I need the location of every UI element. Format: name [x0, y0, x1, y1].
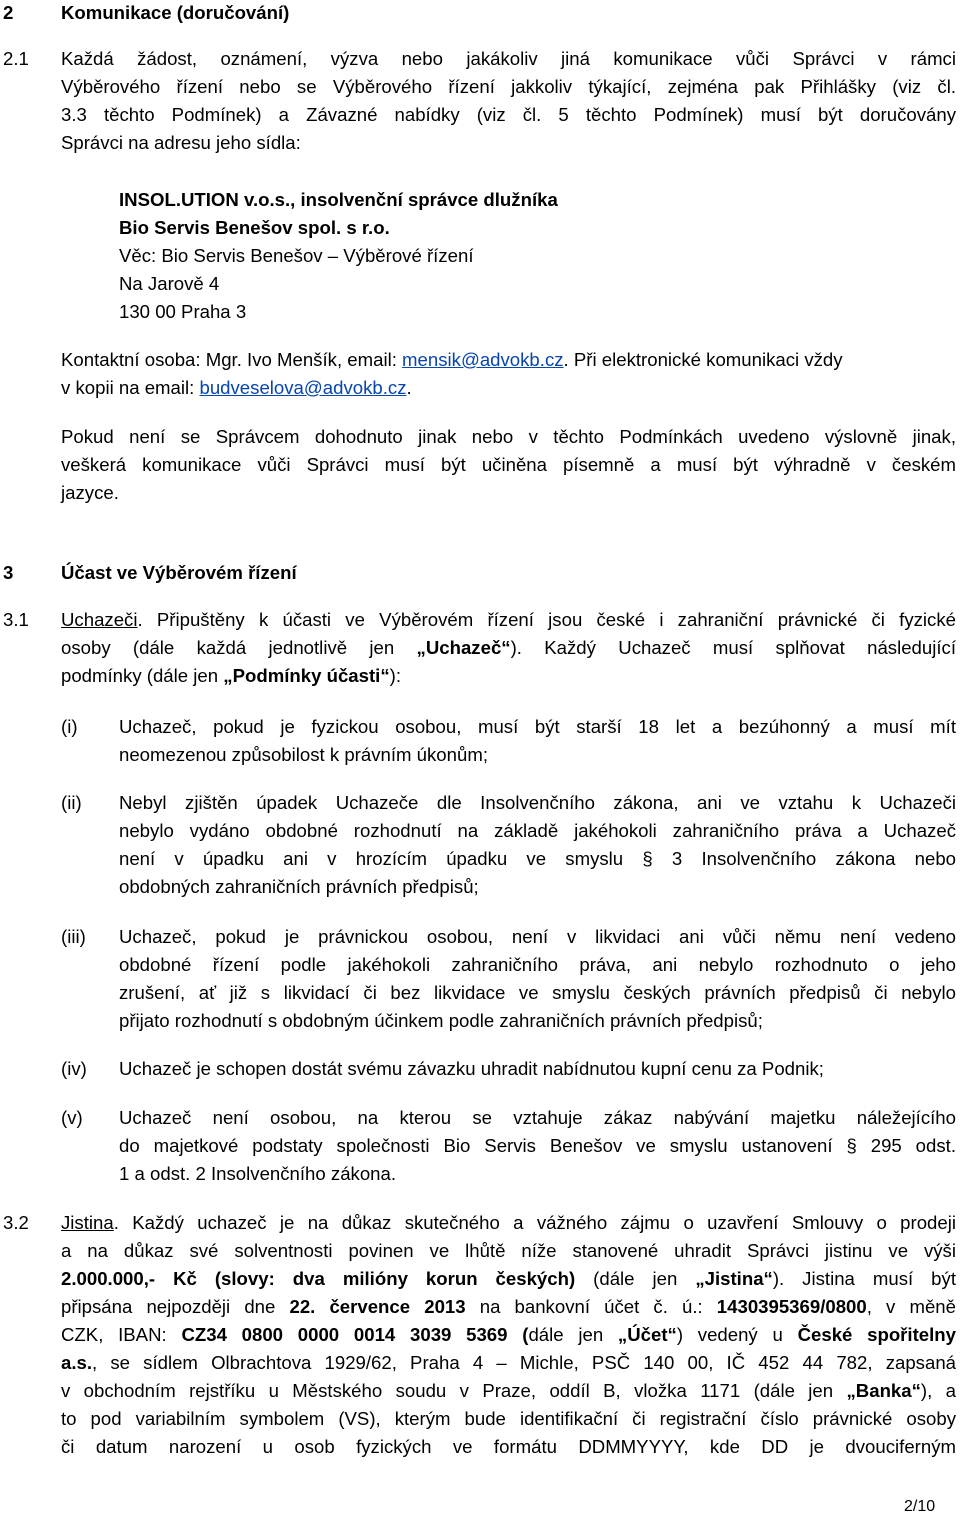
language-paragraph-line: Pokud není se Správcem dohodnuto jinak nebo v těchto Podmínkách uvedeno výslovně jinak, — [61, 426, 956, 447]
clause-3-2-line: 2.000.000,- Kč (slovy: dva milióny korun českých) (dále jen „Jistina“). Jistina musí být — [61, 1268, 956, 1289]
item-line: nebylo vydáno obdobné rozhodnutí na základě jakéhokoli zahraničního práva a Uchazeč — [119, 820, 956, 841]
page-number: 2/10 — [904, 1498, 936, 1515]
item-line: do majetkové podstaty společnosti Bio Servis Benešov ve smyslu ustanovení § 295 odst. — [119, 1135, 956, 1156]
item-line: zrušení, ať již s likvidací či bez likvidace ve smyslu českých právních předpisů či nebylo — [119, 982, 956, 1003]
clause-3-1-line: osoby (dále každá jednotlivě jen „Uchazeč“). Každý Uchazeč musí splňovat následující — [61, 637, 956, 658]
clause-3-1-line: Uchazeči. Připuštěny k účasti ve Výběrovém řízení jsou české i zahraniční právnické či fyzické — [61, 609, 956, 630]
clause-2-1-line: Výběrového řízení nebo se Výběrového řízení jakkoliv týkající, zejména pak Přihlášky (viz čl. — [61, 76, 956, 97]
address-line: Bio Servis Benešov spol. s r.o. — [119, 217, 390, 238]
item-line: Uchazeč, pokud je právnickou osobou, není v likvidaci ani vůči němu není vedeno — [119, 926, 956, 947]
section-2-number: 2 — [3, 2, 14, 23]
item-line: 1 a odst. 2 Insolvenčního zákona. — [119, 1163, 397, 1184]
clause-3-2-line: Jistina. Každý uchazeč je na důkaz skutečného a vážného zájmu o uzavření Smlouvy o prodeji — [61, 1212, 956, 1233]
clause-3-2-line: v obchodním rejstříku u Městského soudu v Praze, oddíl B, vložka 1171 (dále jen „Banka“), a — [61, 1380, 956, 1401]
clause-2-1-line: 3.3 těchto Podmínek) a Závazné nabídky (viz čl. 5 těchto Podmínek) musí být doručovány — [61, 104, 956, 125]
item-line: Uchazeč je schopen dostát svému závazku uhradit nabídnutou kupní cenu za Podnik; — [119, 1058, 824, 1079]
item-line: přijato rozhodnutí s obdobným účinkem podle zahraničních právních předpisů; — [119, 1010, 763, 1031]
contact-line: Kontaktní osoba: Mgr. Ivo Menšík, email: mensik@advokb.cz. Při elektronické komunikaci vždy — [61, 349, 843, 370]
item-number: (iv) — [61, 1058, 87, 1079]
address-line: INSOL.UTION v.o.s., insolvenční správce dlužníka — [119, 189, 558, 210]
item-number: (v) — [61, 1107, 83, 1128]
item-line: Nebyl zjištěn úpadek Uchazeče dle Insolvenčního zákona, ani ve vztahu k Uchazeči — [119, 792, 956, 813]
clause-3-2-number: 3.2 — [3, 1212, 29, 1233]
section-3-title: Účast ve Výběrovém řízení — [61, 562, 297, 583]
clause-3-1-number: 3.1 — [3, 609, 29, 630]
email-link-budveselova[interactable]: budveselova@advokb.cz — [199, 377, 407, 398]
language-paragraph-line: veškerá komunikace vůči Správci musí být učiněna písemně a musí být výhradně v českém — [61, 454, 956, 475]
item-number: (iii) — [61, 926, 86, 947]
clause-3-2-line: připsána nejpozději dne 22. července 2013 na bankovní účet č. ú.: 1430395369/0800, v měně — [61, 1296, 956, 1317]
item-line: obdobných zahraničních právních předpisů; — [119, 876, 479, 897]
address-line: 130 00 Praha 3 — [119, 301, 247, 322]
contact-line: v kopii na email: budveselova@advokb.cz. — [61, 377, 412, 398]
clause-2-1-line: Správci na adresu jeho sídla: — [61, 132, 301, 153]
item-line: Uchazeč, pokud je fyzickou osobou, musí být starší 18 let a bezúhonný a musí mít — [119, 716, 956, 737]
section-2-title: Komunikace (doručování) — [61, 2, 290, 23]
language-paragraph-line: jazyce. — [61, 482, 119, 503]
item-line: není v úpadku ani v hrozícím úpadku ve smyslu § 3 Insolvenčního zákona nebo — [119, 848, 956, 869]
clause-3-2-line: to pod variabilním symbolem (VS), kterým bude identifikační či registrační číslo právnické osoby — [61, 1408, 956, 1429]
clause-2-1-line: Každá žádost, oznámení, výzva nebo jakákoliv jiná komunikace vůči Správci v rámci — [61, 48, 956, 69]
item-line: obdobné řízení podle jakéhokoli zahraničního práva, ani nebylo rozhodnuto o jeho — [119, 954, 956, 975]
address-line: Věc: Bio Servis Benešov – Výběrové řízení — [119, 245, 474, 266]
item-number: (ii) — [61, 792, 82, 813]
address-line: Na Jarově 4 — [119, 273, 220, 294]
item-number: (i) — [61, 716, 78, 737]
email-link-mensik[interactable]: mensik@advokb.cz — [402, 349, 564, 370]
clause-3-2-line: a.s., se sídlem Olbrachtova 1929/62, Praha 4 – Michle, PSČ 140 00, IČ 452 44 782, zapsaná — [61, 1352, 956, 1373]
clause-3-2-line: CZK, IBAN: CZ34 0800 0000 0014 3039 5369 (dále jen „Účet“) vedený u České spořitelny — [61, 1324, 956, 1345]
clause-3-2-line: či datum narození u osob fyzických ve formátu DDMMYYYY, kde DD je dvouciferným — [61, 1436, 956, 1457]
clause-3-2-line: a na důkaz své solventnosti povinen ve lhůtě níže stanovené uhradit Správci jistinu ve výši — [61, 1240, 956, 1261]
item-line: Uchazeč není osobou, na kterou se vztahuje zákaz nabývání majetku náležejícího — [119, 1107, 956, 1128]
item-line: neomezenou způsobilost k právním úkonům; — [119, 744, 488, 765]
clause-2-1-number: 2.1 — [3, 48, 29, 69]
clause-3-1-line: podmínky (dále jen „Podmínky účasti“): — [61, 665, 401, 686]
section-3-number: 3 — [3, 562, 14, 583]
